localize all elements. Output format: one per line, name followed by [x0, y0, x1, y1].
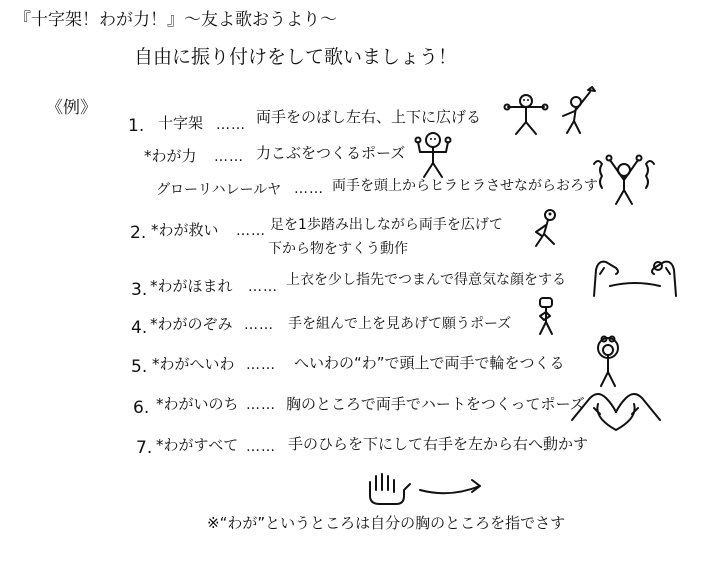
item-dots: …… — [294, 181, 324, 197]
item-number: 5. — [131, 357, 148, 377]
instruction-subtitle: 自由に振り付けをして歌いましょう！ — [134, 46, 458, 68]
raised-arms-figure-icon — [558, 86, 598, 136]
item-name: *わがすべて — [156, 436, 239, 454]
item-name: グローリハレールヤ — [156, 182, 282, 198]
item-name: *わがいのち — [156, 395, 239, 413]
item-description: 上衣を少し指先でつまんで得意気な顔をする — [286, 272, 566, 288]
item-number: 7. — [136, 438, 153, 458]
waving-hands-figure-icon — [588, 150, 660, 208]
item-dots: …… — [246, 439, 276, 455]
item-dots: …… — [244, 317, 274, 333]
item-description: 手のひらを下にして右手を左から右へ動かす — [288, 435, 589, 453]
item-dots: …… — [214, 149, 244, 165]
item-number: 3. — [131, 280, 148, 300]
item-number: 1. — [128, 116, 145, 136]
item-name: *わがへいわ — [152, 355, 235, 373]
item-dots: …… — [246, 357, 276, 373]
item-description: 両手をのばし左右、上下に広げる — [256, 108, 482, 126]
item-name: *わがほまれ — [150, 277, 233, 295]
item-description: 胸のところで両手でハートをつくってポーズ — [286, 395, 585, 413]
item-description: 力こぶをつくるポーズ — [256, 144, 406, 162]
item-description: 足を1歩踏み出しながら両手を広げて — [270, 217, 503, 233]
item-description: へいわの“わ”で頭上で両手で輪をつくる — [294, 354, 565, 372]
footnote: ※“わが”というところは自分の胸のところを指でさす — [207, 514, 566, 532]
cross-pose-figure-icon — [502, 92, 550, 136]
item-description: 手を組んで上を見あげて願うポーズ — [288, 316, 512, 332]
scooping-figure-icon — [528, 206, 564, 250]
item-dots: …… — [236, 223, 266, 239]
palm-down-hand-icon — [360, 472, 490, 512]
item-name: *わが救い — [151, 221, 219, 239]
item-number: 4. — [131, 318, 148, 338]
item-dots: …… — [248, 279, 278, 295]
ring-overhead-figure-icon — [590, 336, 626, 388]
example-label: 《例》 — [46, 98, 97, 118]
heart-hands-icon — [568, 384, 664, 440]
item-name: *わが力 — [144, 147, 197, 165]
item-description-line2: 下から物をすくう動作 — [268, 241, 408, 257]
flexing-figure-icon — [410, 130, 456, 180]
item-dots: …… — [216, 117, 246, 133]
pinching-hands-icon — [590, 252, 680, 298]
item-description: 両手を頭上からヒラヒラさせながらおろす — [332, 178, 598, 194]
item-number: 6. — [133, 398, 150, 418]
song-title: 『十字架！わが力！』〜友よ歌おうより〜 — [14, 10, 337, 30]
item-name: *わがのぞみ — [150, 315, 233, 333]
item-number: 2. — [130, 223, 147, 243]
item-dots: …… — [246, 397, 276, 413]
praying-figure-icon — [532, 296, 560, 336]
item-name: 十字架 — [158, 114, 204, 132]
